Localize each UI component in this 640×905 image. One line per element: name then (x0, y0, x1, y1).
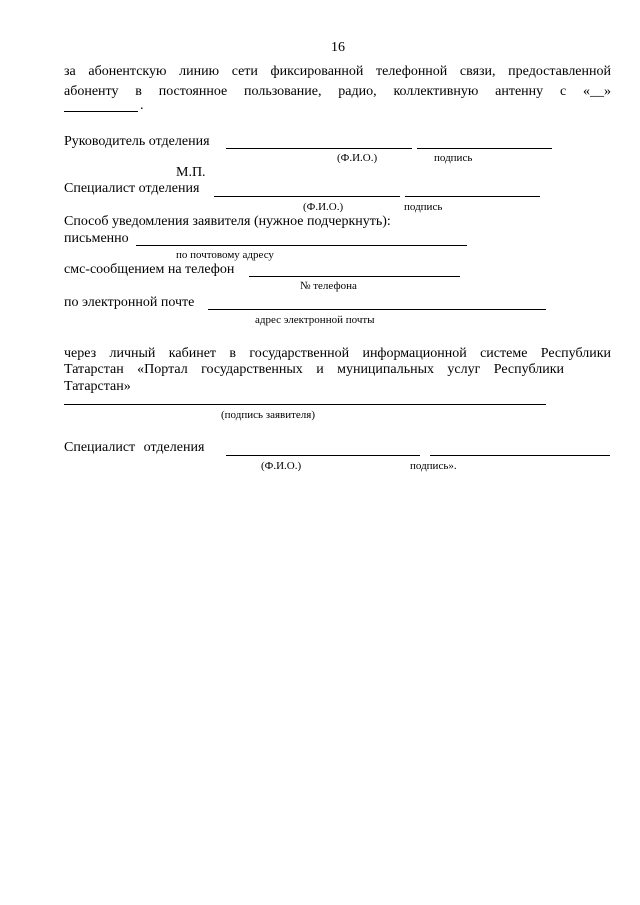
notification-email-label: по электронной почте (64, 295, 195, 310)
specialist-2-fio-line (226, 455, 420, 456)
head-signature-line (417, 148, 552, 149)
portal-line-1: через личный кабинет в государственной информационной системе Республики (64, 346, 611, 361)
head-fio-caption: (Ф.И.О.) (337, 152, 378, 164)
specialist-1-signature-caption: подпись (404, 201, 443, 213)
notification-written-line (136, 245, 467, 246)
specialist-1-fio-line (214, 196, 400, 197)
portal-line-2: Татарстан «Портал государственных и муниципальных услуг Республики (64, 362, 564, 377)
applicant-signature-line (64, 404, 546, 405)
notification-email-line (208, 309, 546, 310)
notification-sms-label: смс-сообщением на телефон (64, 262, 235, 277)
page-number: 16 (331, 40, 345, 55)
applicant-signature-caption: (подпись заявителя) (221, 409, 316, 421)
specialist-2-fio-caption: (Ф.И.О.) (261, 460, 302, 472)
specialist-1-label: Специалист отделения (64, 181, 200, 196)
date-year-blank (64, 111, 138, 112)
head-fio-line (226, 148, 412, 149)
specialist-2-label: Специалист отделения (64, 440, 205, 455)
intro-line-1: за абонентскую линию сети фиксированной телефонной связи, предоставленной (64, 64, 611, 79)
intro-line-3-end: . (140, 98, 144, 113)
intro-line-2: абоненту в постоянное пользование, радио, коллективную антенну с «__» (64, 84, 611, 99)
head-of-department-label: Руководитель отделения (64, 134, 210, 149)
notification-heading: Способ уведомления заявителя (нужное подчеркнуть): (64, 214, 391, 229)
specialist-2-signature-caption: подпись». (410, 460, 457, 472)
specialist-1-fio-caption: (Ф.И.О.) (303, 201, 344, 213)
specialist-2-signature-line (430, 455, 610, 456)
notification-written-caption: по почтовому адресу (176, 249, 274, 261)
specialist-1-signature-line (405, 196, 540, 197)
head-signature-caption: подпись (434, 152, 473, 164)
notification-email-caption: адрес электронной почты (255, 314, 375, 326)
notification-sms-caption: № телефона (300, 280, 357, 292)
stamp-label: М.П. (176, 165, 206, 180)
notification-written-label: письменно (64, 231, 129, 246)
portal-line-3: Татарстан» (64, 379, 131, 394)
notification-sms-line (249, 276, 460, 277)
